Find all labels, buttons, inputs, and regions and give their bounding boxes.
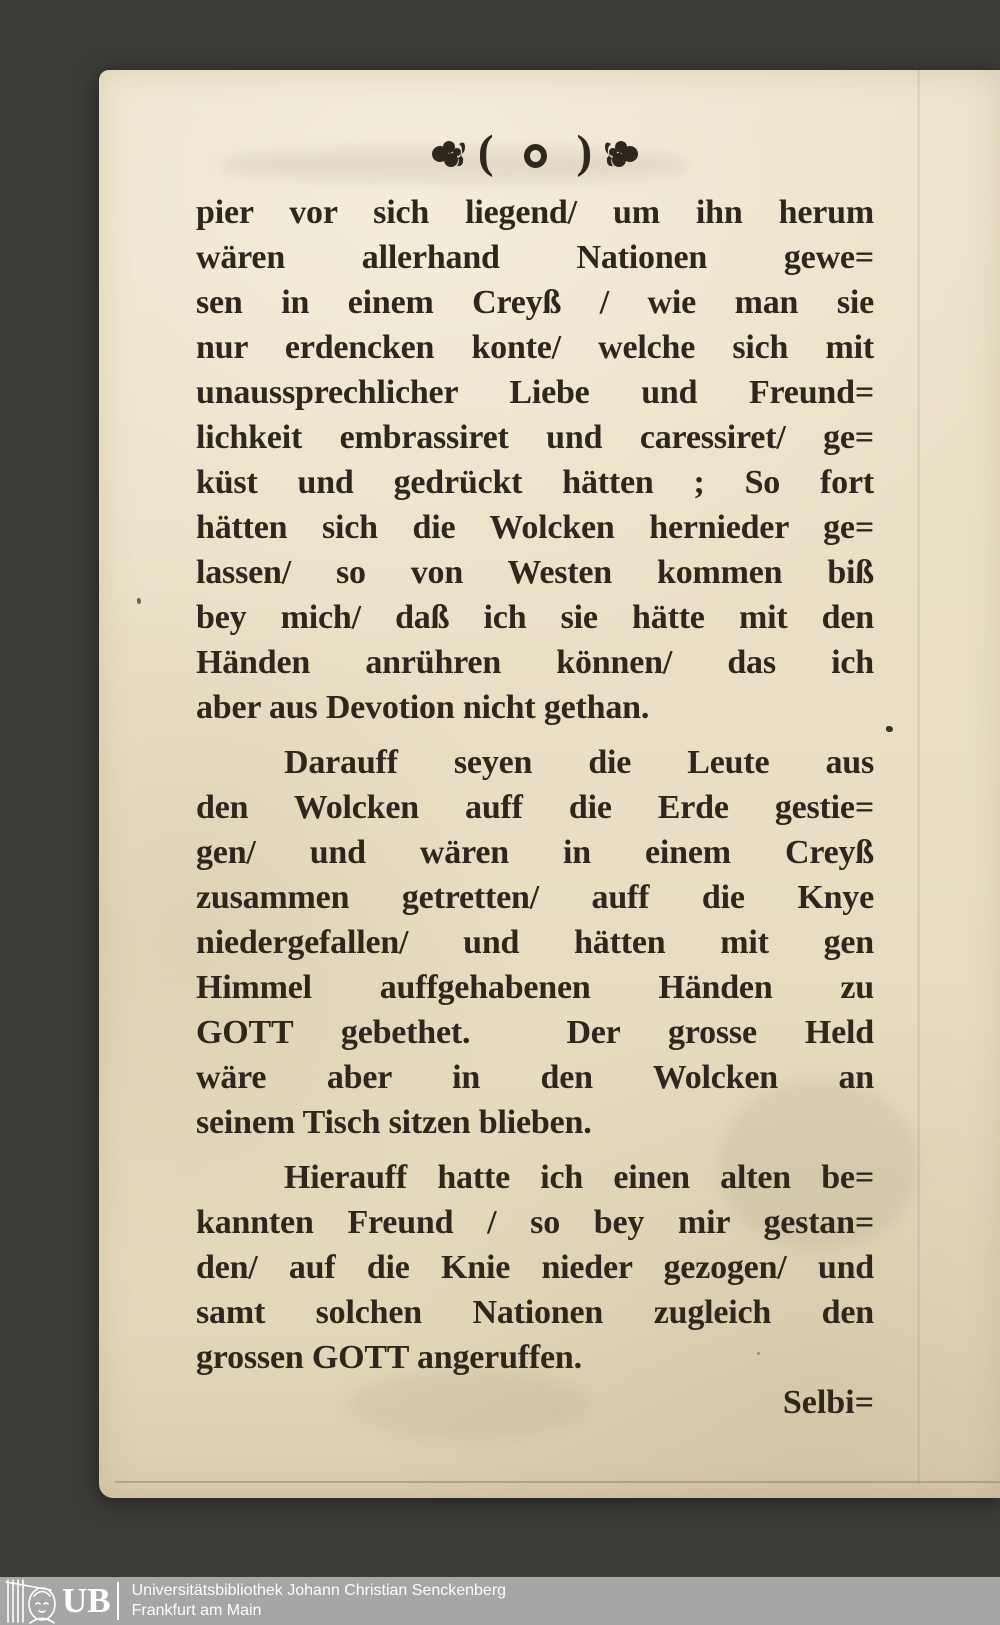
text-line: Darauff seyen die Leute aus bbox=[284, 744, 874, 781]
ornament-paren-open: ( bbox=[477, 126, 494, 178]
text-line: Händen anrühren können/ das ich bbox=[196, 644, 874, 681]
text-line: pier vor sich liegend/ um ihn herum bbox=[196, 194, 874, 231]
library-logo-abbr: UB bbox=[62, 1581, 111, 1620]
paragraph bbox=[196, 190, 874, 730]
fleuron-icon bbox=[601, 136, 641, 174]
text-line: aber aus Devotion nicht gethan. bbox=[196, 689, 650, 726]
text-line: wäre aber in den Wolcken an bbox=[196, 1059, 874, 1096]
text-line: seinem Tisch sitzen blieben. bbox=[196, 1104, 592, 1141]
library-logo-icon bbox=[5, 1578, 61, 1624]
text-line: wären allerhand Nationen gewe= bbox=[196, 239, 874, 276]
text-line: niedergefallen/ und hätten mit gen bbox=[196, 924, 874, 961]
text-line: unaussprechlicher Liebe und Freund= bbox=[196, 374, 874, 411]
text-line: Hierauff hatte ich einen alten be= bbox=[284, 1159, 874, 1196]
page-fold-crease bbox=[917, 70, 921, 1484]
header-ornament bbox=[196, 126, 874, 184]
text-line: lassen/ so von Westen kommen biß bbox=[196, 554, 874, 591]
text-line: lichkeit embrassiret und caressiret/ ge= bbox=[196, 419, 874, 456]
under-sheet-edge bbox=[115, 1481, 1000, 1483]
text-line: bey mich/ daß ich sie hätte mit den bbox=[196, 599, 874, 636]
paragraph bbox=[196, 1155, 874, 1380]
page-text-block bbox=[196, 190, 874, 1425]
text-line: den/ auf die Knie nieder gezogen/ und bbox=[196, 1249, 874, 1286]
library-city: Frankfurt am Main bbox=[131, 1602, 262, 1619]
text-line: hätten sich die Wolcken hernieder ge= bbox=[196, 509, 874, 546]
fleuron-icon bbox=[429, 136, 469, 174]
text-line: den Wolcken auff die Erde gestie= bbox=[196, 789, 874, 826]
text-line: grossen GOTT angeruffen. bbox=[196, 1339, 582, 1376]
text-line: GOTT gebethet. Der grosse Held bbox=[196, 1014, 874, 1051]
scanned-page bbox=[99, 70, 1000, 1498]
ink-speck bbox=[886, 726, 893, 732]
text-line: nur erdencken konte/ welche sich mit bbox=[196, 329, 874, 366]
text-line: Himmel auffgehabenen Händen zu bbox=[196, 969, 874, 1006]
text-line: samt solchen Nationen zugleich den bbox=[196, 1294, 874, 1331]
text-line: kannten Freund / so bey mir gestan= bbox=[196, 1204, 874, 1241]
text-line: gen/ und wären in einem Creyß bbox=[196, 834, 874, 871]
ornament-dot bbox=[524, 144, 547, 168]
text-line: zusammen getretten/ auff die Knye bbox=[196, 879, 874, 916]
library-name: Universitätsbibliothek Johann Christian Senckenberg bbox=[131, 1582, 507, 1599]
ink-speck bbox=[757, 1352, 760, 1355]
text-line: sen in einem Creyß / wie man sie bbox=[196, 284, 874, 321]
catchword: Selbi= bbox=[782, 1384, 874, 1421]
logo-divider bbox=[117, 1582, 119, 1620]
text-line: küst und gedrückt hätten ; So fort bbox=[196, 464, 874, 501]
paragraph bbox=[196, 740, 874, 1145]
ink-speck bbox=[137, 598, 141, 604]
library-footer-bar bbox=[0, 1577, 1000, 1625]
ornament-paren-close: ) bbox=[576, 126, 593, 178]
